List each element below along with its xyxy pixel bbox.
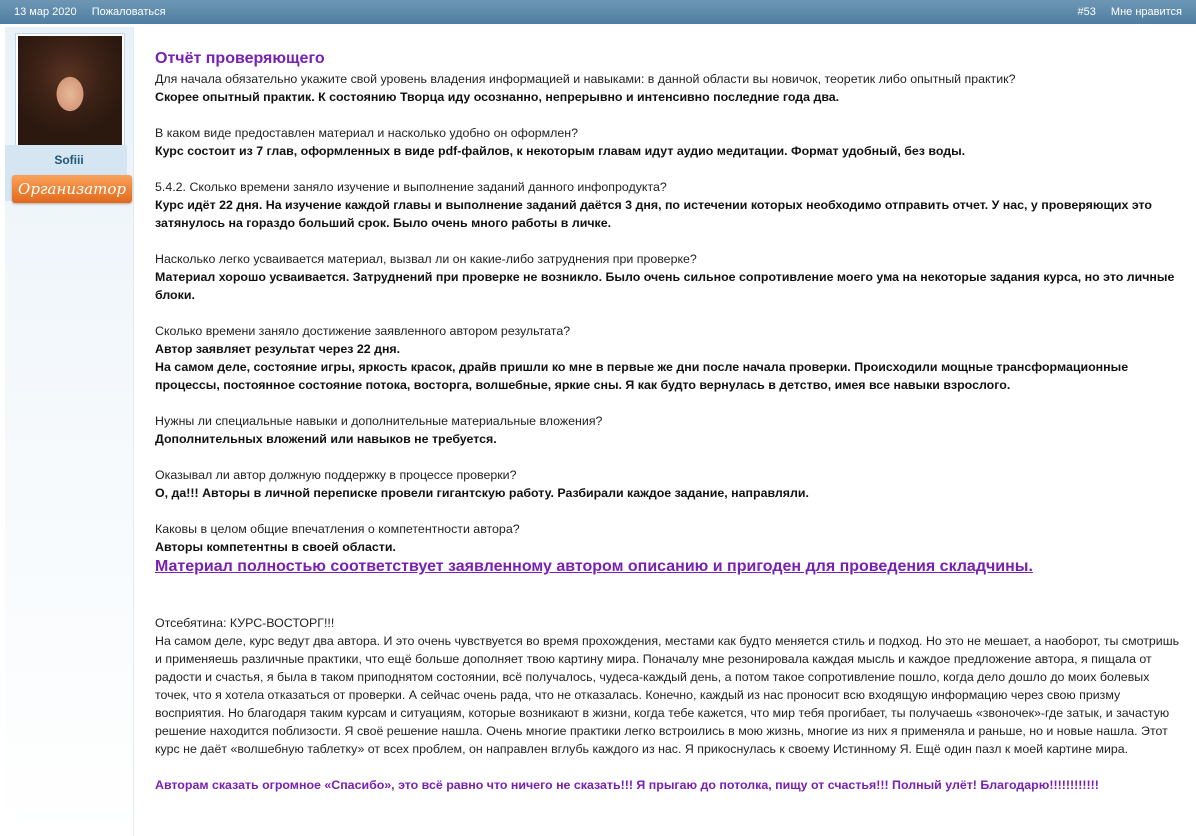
- answer-8: Авторы компетентны в своей области.: [155, 540, 396, 554]
- like-button[interactable]: Мне нравится: [1110, 6, 1182, 18]
- avatar-image: [18, 36, 122, 146]
- username-link[interactable]: Sofiii: [54, 153, 84, 167]
- question-6: Нужны ли специальные навыки и дополнительные материальные вложения?: [155, 414, 603, 428]
- spacer: [155, 160, 1185, 178]
- spacer: [155, 758, 1185, 776]
- user-info-panel: [5, 27, 134, 836]
- report-link[interactable]: Пожаловаться: [91, 6, 166, 18]
- avatar[interactable]: [15, 33, 125, 149]
- question-2: В каком виде предоставлен материал и насколько удобно он оформлен?: [155, 126, 579, 140]
- question-4: Насколько легко усваивается материал, вызвал ли он какие-либо затруднения при проверке?: [155, 252, 697, 266]
- spacer: [155, 232, 1185, 250]
- extra-text: На самом деле, курс ведут два автора. И это очень чувствуется во время прохождения, местами как будто меняется стиль и подход. Но это не мешает, а наоборот, ты смотришь и применяешь различные практики, что ещё больше дополняет твою картину мира. Поначалу мне резонировала каждая мысль и каждое предложение автора, я пищала от радости и счастья, я была в таком приподнятом состоянии, всё получалось, чудеса-каждый день, а потом такое сопротивление пошло, когда дело дошло до моих болевых точек, что я хотела отказаться от проверки. А сейчас очень рада, что не отказалась. Конечно, каждый из нас проносит всю входящую информацию через свою призму восприятия. Но благодаря таким курсам и ситуациям, которые возникают в жизни, когда тебе кажется, что мир тебя прогибает, ты получаешь «звоночек»-где затык, и зачастую решение находится поблизости. Я своё решение нашла. Очень многие практики легко встроились в мою жизнь, многие из них я применяла и раньше, но и новые нашла. Этот курс не даёт «волшебную таблетку» от всех проблем, он направлен вглубь каждого из нас. Я прикоснулась к своему Истинному Я. Ещё один пазл к моей картине мира.: [155, 634, 1180, 756]
- extra-heading: Отсебятина: КУРС-ВОСТОРГ!!!: [155, 616, 335, 630]
- answer-2: Курс состоит из 7 глав, оформленных в виде pdf-файлов, к некоторым главам идут аудио медитации. Формат удобный, без воды.: [155, 144, 966, 158]
- spacer: [155, 106, 1185, 124]
- verdict-text: Материал полностью соответствует заявленному автором описанию и пригоден для проведения складчины.: [155, 558, 1033, 575]
- question-1: Для начала обязательно укажите свой уровень владения информацией и навыками: в данной области вы новичок, теоретик либо опытный практик?: [155, 72, 1016, 86]
- spacer: [155, 578, 1185, 614]
- post-title: Отчёт проверяющего: [155, 50, 325, 67]
- answer-5b: На самом деле, состояние игры, яркость красок, драйв пришли ко мне в первые же дни после начала проверки. Происходили мощные трансформационные процессы, постоянное состояние потока, восторга, волшебные, яркие сны. Я как будто вернулась в детство, имея все навыки взрослого.: [155, 360, 1129, 392]
- post-header-left: [14, 0, 178, 24]
- spacer: [155, 448, 1185, 466]
- post-content: [155, 48, 1185, 794]
- post-header-right: [1065, 0, 1182, 24]
- post-header-bar: [0, 0, 1196, 24]
- user-role-badge: Организатор: [12, 175, 132, 203]
- post-number-link[interactable]: #53: [1077, 6, 1096, 18]
- post-date: 13 мар 2020: [14, 6, 77, 18]
- spacer: [155, 304, 1185, 322]
- thanks-text: Авторам сказать огромное «Спасибо», это всё равно что ничего не сказать!!! Я прыгаю до потолка, пищу от счастья!!! Полный улёт! Благодарю!!!!!!!!!!!!: [155, 778, 1099, 792]
- spacer: [155, 502, 1185, 520]
- answer-5a: Автор заявляет результат через 22 дня.: [155, 342, 401, 356]
- question-8: Каковы в целом общие впечатления о компетентности автора?: [155, 522, 520, 536]
- question-3: 5.4.2. Сколько времени заняло изучение и выполнение заданий данного инфопродукта?: [155, 180, 667, 194]
- answer-3: Курс идёт 22 дня. На изучение каждой главы и выполнение заданий даётся 3 дня, по истечении которых необходимо отправить отчет. У нас, у проверяющих это затянулось на гораздо больший срок. Было очень много работы в личке.: [155, 198, 1153, 230]
- question-5: Сколько времени заняло достижение заявленного автором результата?: [155, 324, 571, 338]
- answer-1: Скорее опытный практик. К состоянию Творца иду осознанно, непрерывно и интенсивно последние года два.: [155, 90, 840, 104]
- answer-7: О, да!!! Авторы в личной переписке провели гигантскую работу. Разбирали каждое задание, направляли.: [155, 486, 809, 500]
- question-7: Оказывал ли автор должную поддержку в процессе проверки?: [155, 468, 517, 482]
- answer-4: Материал хорошо усваивается. Затруднений при проверке не возникло. Было очень сильное сопротивление моего ума на некоторые задания курса, но это личные блоки.: [155, 270, 1175, 302]
- answer-6: Дополнительных вложений или навыков не требуется.: [155, 432, 497, 446]
- spacer: [155, 394, 1185, 412]
